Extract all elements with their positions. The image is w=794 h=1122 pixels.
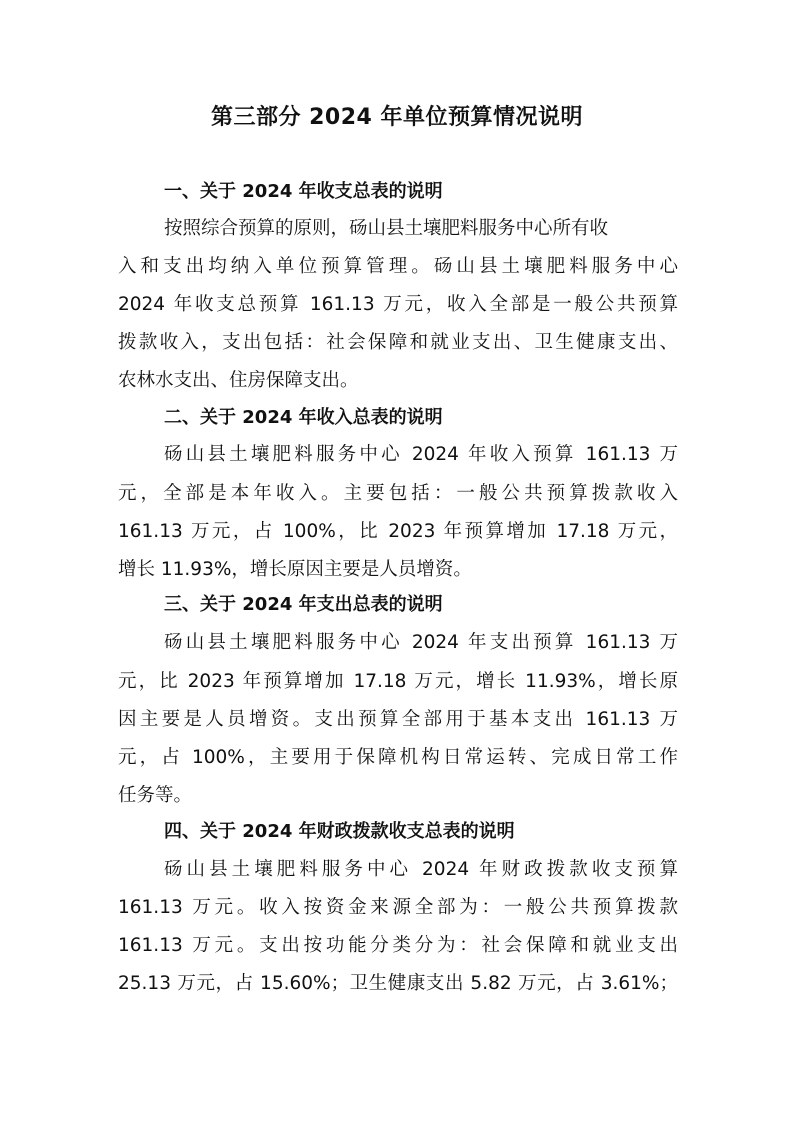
section-1-line-4: 拨款收入，支出包括：社会保障和就业支出、卫生健康支出、 <box>118 332 678 353</box>
section-3-line-4: 元，占 100%，主要用于保障机构日常运转、完成日常工作 <box>118 747 678 768</box>
section-4-line-1: 砀山县土壤肥料服务中心 2024 年财政拨款收支预算 <box>164 859 678 880</box>
section-3-line-2: 元，比 2023 年预算增加 17.18 万元，增长 11.93%，增长原 <box>118 671 678 692</box>
section-3-heading: 三、关于 2024 年支出总表的说明 <box>164 594 443 615</box>
section-1-line-1: 按照综合预算的原则，砀山县土壤肥料服务中心所有收 <box>164 218 609 239</box>
section-4-line-2: 161.13 万元。收入按资金来源全部为：一般公共预算拨款 <box>118 897 678 918</box>
section-4-heading: 四、关于 2024 年财政拨款收支总表的说明 <box>164 821 515 842</box>
page-title: 第三部分 2024 年单位预算情况说明 <box>210 105 584 130</box>
section-1-line-3: 2024 年收支总预算 161.13 万元，收入全部是一般公共预算 <box>118 294 678 315</box>
section-3-line-3: 因主要是人员增资。支出预算全部用于基本支出 161.13 万 <box>118 709 678 730</box>
section-4-line-4: 25.13 万元，占 15.60%；卫生健康支出 5.82 万元，占 3.61%； <box>118 973 678 994</box>
section-2-heading: 二、关于 2024 年收入总表的说明 <box>164 407 443 428</box>
section-1-line-2: 入和支出均纳入单位预算管理。砀山县土壤肥料服务中心 <box>118 256 678 277</box>
section-1-heading: 一、关于 2024 年收支总表的说明 <box>164 181 443 202</box>
section-3-line-5: 任务等。 <box>118 785 193 806</box>
section-2-line-1: 砀山县土壤肥料服务中心 2024 年收入预算 161.13 万 <box>164 444 678 465</box>
section-2-line-3: 161.13 万元，占 100%，比 2023 年预算增加 17.18 万元， <box>118 521 678 542</box>
section-2-line-4: 增长 11.93%，增长原因主要是人员增资。 <box>118 559 472 580</box>
section-3-line-1: 砀山县土壤肥料服务中心 2024 年支出预算 161.13 万 <box>164 632 678 653</box>
section-1-line-5: 农林水支出、住房保障支出。 <box>118 370 359 391</box>
section-4-line-3: 161.13 万元。支出按功能分类分为：社会保障和就业支出 <box>118 935 678 956</box>
section-2-line-2: 元，全部是本年收入。主要包括：一般公共预算拨款收入 <box>118 483 678 504</box>
